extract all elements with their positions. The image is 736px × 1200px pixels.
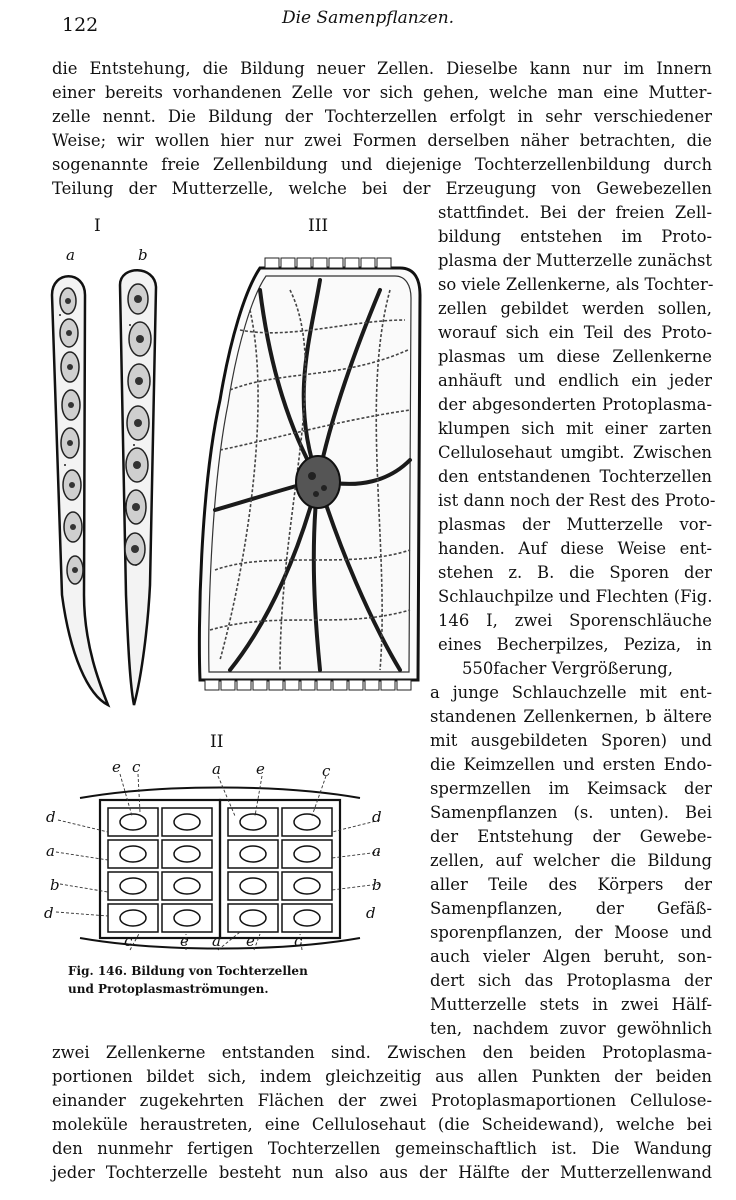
figure-label: c — [322, 762, 331, 780]
text-line: zwei Zellenkerne entstanden sind. Zwischen den beiden Protoplasma- — [52, 1043, 712, 1062]
text-line: dert sich das Protoplasma der — [430, 971, 712, 990]
text-line: so viele Zellenkerne, als Tochter- — [438, 275, 714, 294]
figure-label: b — [50, 876, 60, 894]
text-line: ten, nachdem zuvor gewöhnlich — [430, 1019, 712, 1038]
text-line: 146 I, zwei Sporenschläuche — [438, 611, 712, 630]
text-line: plasmas der Mutterzelle vor- — [438, 515, 712, 534]
text-line: sogenannte freie Zellenbildung und diejenige Tochterzellenbildung durch — [52, 155, 712, 174]
figure-label: a — [372, 842, 381, 860]
figure-label: e — [246, 932, 255, 950]
figure-caption — [68, 962, 368, 998]
figure-panel-label: III — [308, 216, 329, 236]
figure-label: e — [112, 758, 121, 776]
figure-label: a — [212, 932, 221, 950]
figure-label: e — [180, 932, 189, 950]
text-line: eines Becherpilzes, Peziza, in — [438, 635, 712, 654]
figure-caption-line: Fig. 146. Bildung von Tochterzellen — [68, 964, 308, 978]
figure-label: a — [46, 842, 55, 860]
text-line: den entstandenen Tochterzellen — [438, 467, 712, 486]
text-line: Samenpflanzen, der Gefäß- — [430, 899, 712, 918]
tissue-wall-top — [80, 788, 360, 799]
text-line: jeder Tochterzelle besteht nun also aus der Hälfte der Mutterzellenwand — [52, 1163, 712, 1182]
figure-label: d — [372, 808, 382, 826]
text-line: einander zugekehrten Flächen der zwei Protoplasmaportionen Cellulose- — [52, 1091, 712, 1110]
text-line: Mutterzelle stets in zwei Hälf- — [430, 995, 712, 1014]
text-line: standenen Zellenkernen, b ältere — [430, 707, 712, 726]
figure-label: a — [66, 246, 75, 264]
figure-panel-label: II — [210, 732, 224, 752]
figure-caption-line: und Protoplasmaströmungen. — [68, 982, 269, 996]
cell-nucleus — [296, 456, 340, 508]
figure-panel-tissue — [40, 760, 400, 960]
figure-panel-asci — [30, 265, 180, 715]
figure-label: c — [132, 758, 141, 776]
text-line: worauf sich ein Teil des Proto- — [438, 323, 712, 342]
figure-label: d — [46, 808, 56, 826]
text-line: anhäuft und endlich ein jeder — [438, 371, 712, 390]
text-line: plasma der Mutterzelle zunächst — [438, 251, 712, 270]
figure-label: d — [366, 904, 376, 922]
text-line: spermzellen im Keimsack der — [430, 779, 712, 798]
figure-label: e — [256, 760, 265, 778]
figure-label: b — [372, 876, 382, 894]
text-line: sporenpflanzen, der Moose und — [430, 923, 712, 942]
text-line: den nunmehr fertigen Tochterzellen gemeinschaftlich ist. Die Wandung — [52, 1139, 712, 1158]
page-number: 122 — [62, 14, 99, 36]
text-line: stehen z. B. die Sporen der — [438, 563, 712, 582]
text-line: Schlauchpilze und Flechten (Fig. — [438, 587, 713, 606]
text-line: zelle nennt. Die Bildung der Tochterzellen erfolgt in sehr verschiedener — [52, 107, 712, 126]
text-line: stattfindet. Bei der freien Zell- — [438, 203, 712, 222]
text-line: klumpen sich mit einer zarten — [438, 419, 712, 438]
text-line: Cellulosehaut umgibt. Zwischen — [438, 443, 712, 462]
text-line: die Entstehung, die Bildung neuer Zellen. Dieselbe kann nur im Innern — [52, 59, 712, 78]
figure-label: c — [124, 932, 133, 950]
text-line: einer bereits vorhandenen Zelle vor sich gehen, welche man eine Mutter- — [52, 83, 712, 102]
text-line: Teilung der Mutterzelle, welche bei der Erzeugung von Gewebezellen — [52, 179, 712, 198]
text-line: Weise; wir wollen hier nur zwei Formen derselben näher betrachten, die — [52, 131, 712, 150]
text-line: Samenpflanzen (s. unten). Bei — [430, 803, 712, 822]
text-line: a junge Schlauchzelle mit ent- — [430, 683, 712, 702]
text-line: aller Teile des Körpers der — [430, 875, 712, 894]
text-line: moleküle heraustreten, eine Cellulosehaut (die Scheidewand), welche bei — [52, 1115, 712, 1134]
text-line: portionen bildet sich, indem gleichzeitig aus allen Punkten der beiden — [52, 1067, 712, 1086]
text-line: zellen gebildet werden sollen, — [438, 299, 712, 318]
text-line: ist dann noch der Rest des Proto- — [438, 491, 716, 510]
text-line: handen. Auf diese Weise ent- — [438, 539, 712, 558]
text-line: zellen, auf welcher die Bildung — [430, 851, 712, 870]
figure-label: a — [212, 760, 221, 778]
figure-panel-cell — [190, 250, 430, 710]
figure-label: c — [294, 932, 303, 950]
text-line: auch vieler Algen beruht, son- — [430, 947, 712, 966]
text-line: mit ausgebildeten Sporen) und — [430, 731, 712, 750]
text-line: plasmas um diese Zellenkerne — [438, 347, 712, 366]
figure-label: b — [138, 246, 148, 264]
figure-label: d — [44, 904, 54, 922]
text-line: bildung entstehen im Proto- — [438, 227, 712, 246]
text-line: der abgesonderten Protoplasma- — [438, 395, 712, 414]
text-line: die Keimzellen und ersten Endo- — [430, 755, 712, 774]
running-head: Die Samenpflanzen. — [281, 8, 455, 28]
text-line: 550facher Vergrößerung, — [462, 659, 673, 678]
figure-panel-label: I — [94, 216, 101, 236]
text-line: der Entstehung der Gewebe- — [430, 827, 712, 846]
